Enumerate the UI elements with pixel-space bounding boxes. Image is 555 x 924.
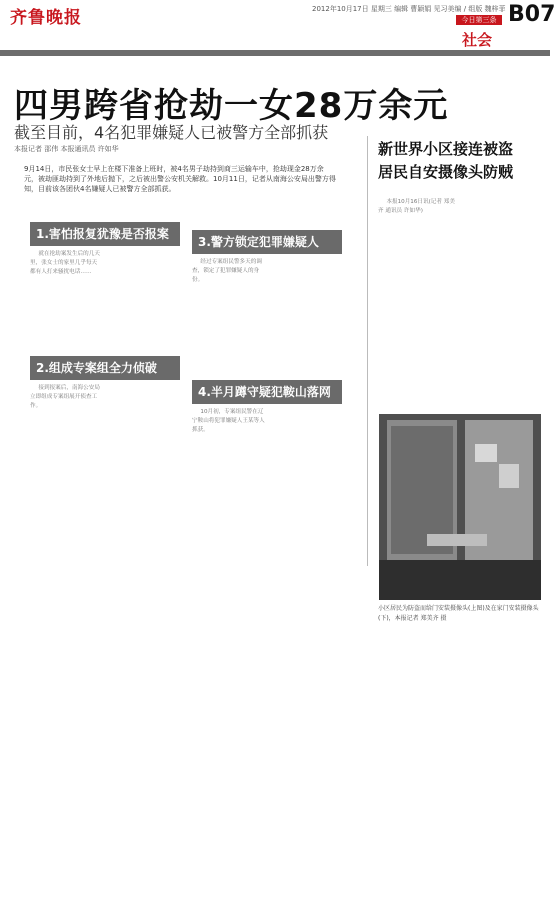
section-1-body-cont — [110, 250, 180, 350]
section-4-body: 10月初，专案组民警在辽宁鞍山将犯罪嫌疑人王某等人抓获。 — [192, 409, 265, 433]
section-3-body: 经过专案组民警多天的调查，锁定了犯罪嫌疑人的身份。 — [192, 259, 262, 283]
section-3-body-cont — [272, 258, 346, 372]
section-header-2: 2.组成专案组全力侦破 — [30, 356, 180, 380]
section-4-body-cont — [272, 408, 346, 594]
section-header-4: 4.半月蹲守疑犯鞍山落网 — [192, 380, 342, 404]
sidebar-title — [378, 138, 513, 184]
photo-caption: 小区居民为防盗而给门安装摄像头(上图)及在家门安装摄像头(下)，本报记者 郑美齐 摄 — [378, 605, 539, 622]
sidebar-body-1: 本报10月16日讯(记者 郑美齐 通讯员 许如华) — [378, 199, 455, 214]
section-2-body: 接到报案后，南海公安局立即组成专案组展开侦查工作。 — [30, 385, 100, 409]
newspaper-logo: 齐鲁晚报 — [10, 8, 82, 28]
sidebar-title-line-1: 新世界小区接连被盗 — [378, 140, 514, 158]
section-header-3: 3.警方锁定犯罪嫌疑人 — [192, 230, 342, 254]
section-label: 社会 — [462, 31, 493, 49]
article-byline: 本报记者 邵伟 本报通讯员 许如华 — [14, 145, 119, 153]
section-header-1: 1.害怕报复犹豫是否报案 — [30, 222, 180, 246]
header-rule — [0, 50, 550, 56]
page-number: B07 — [508, 2, 555, 27]
article-lead: 9月14日，市民张女士早上在楼下准备上班时，被4名男子劫持到商三运输车中，抢劫现金28万余元，被劫匪劫持到了外地后抛下，之后被出警公安机关解救。10月11日，记者从南海公安局出警方得知，目前该各团伙4名嫌疑人已被警方全部抓获。 — [24, 165, 336, 193]
article-subheadline: 截至目前，4名犯罪嫌疑人已被警方全部抓获 — [14, 123, 329, 142]
date-line: 2012年10月17日 星期三 编辑 曹颖娟 见习美编 / 组版 魏梓菲 — [312, 5, 506, 13]
sidebar-title-line-2: 居民自安摄像头防贼 — [378, 163, 514, 181]
section-1-body: 就在抢劫案发生后的几天里，张女士的家里几乎每天都有人打来骚扰电话…… — [30, 251, 100, 275]
article-headline: 四男跨省抢劫一女28万余元 — [14, 86, 449, 126]
column-divider — [367, 136, 368, 566]
sidebar-body-2 — [462, 198, 540, 408]
section-2-body-cont — [110, 384, 180, 594]
photo-illustration — [379, 414, 541, 600]
sidebar-photo — [379, 414, 541, 600]
section-badge: 今日第三条 — [456, 15, 502, 25]
